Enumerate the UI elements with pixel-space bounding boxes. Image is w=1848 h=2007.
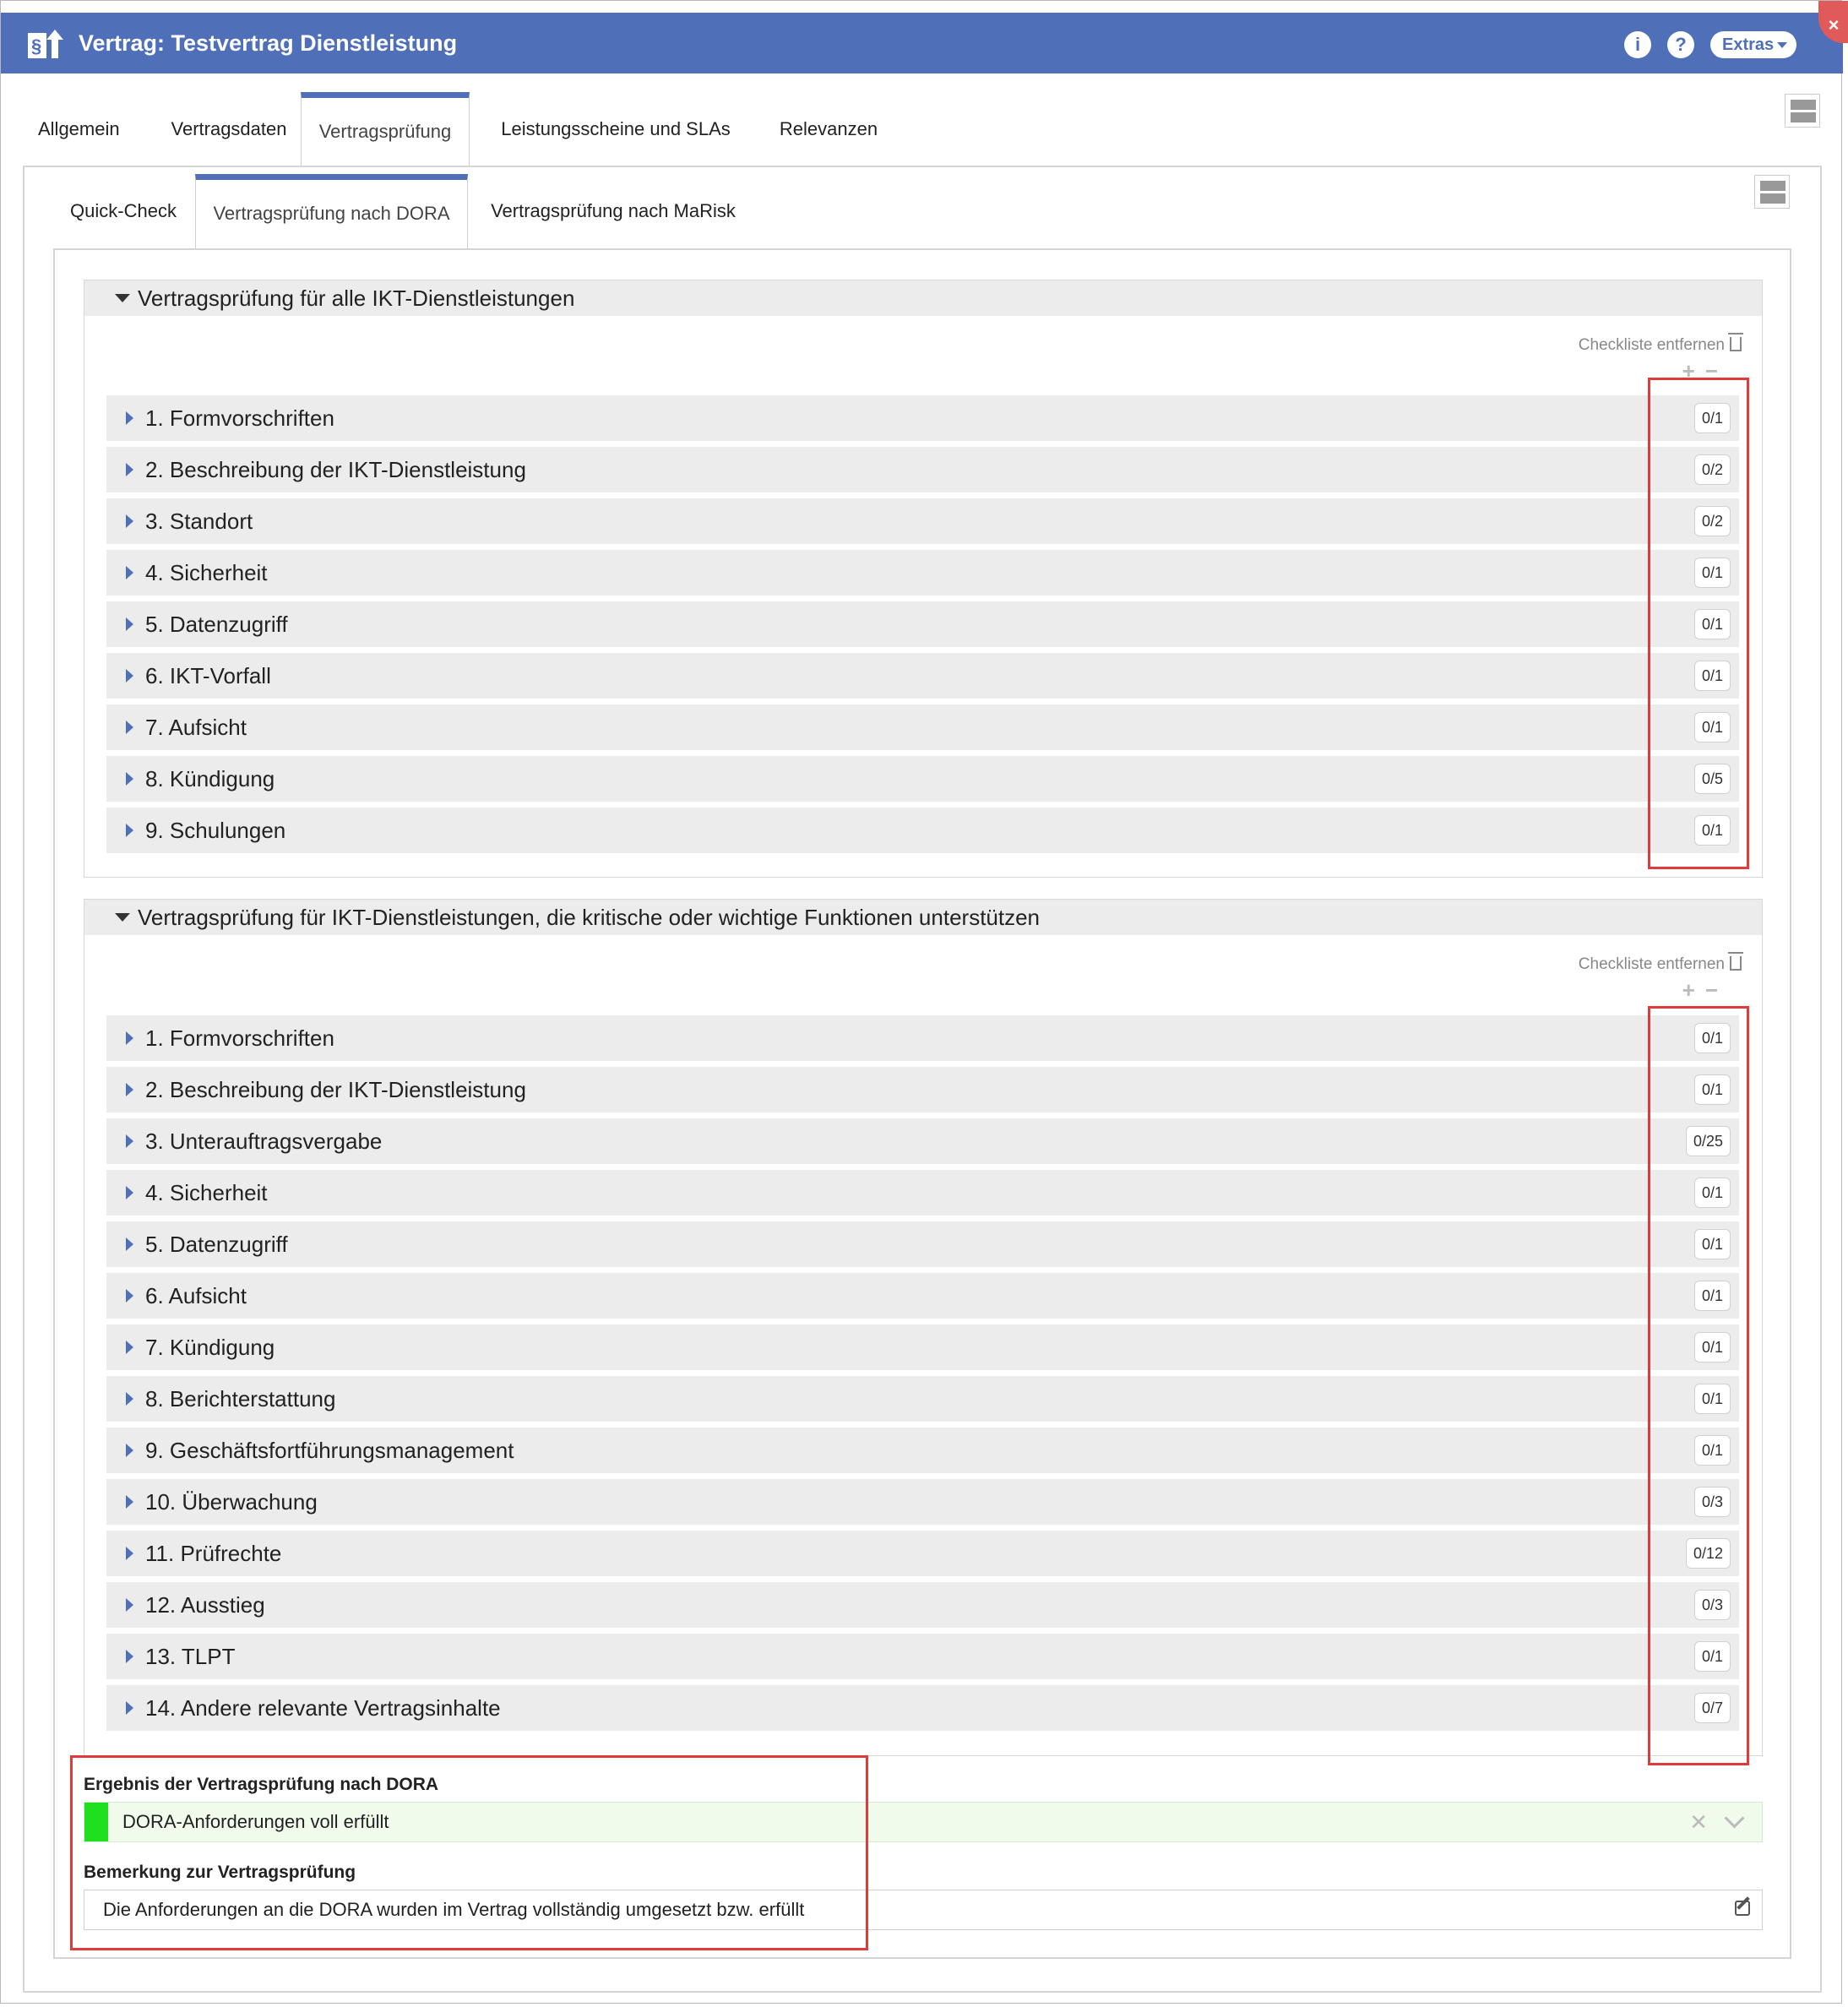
caret-right-icon	[126, 1237, 133, 1251]
checklist-row[interactable]	[106, 498, 1739, 544]
checklist-section-critical-ikt	[84, 899, 1763, 1756]
expand-all-icon[interactable]: +	[1682, 358, 1705, 383]
row-label: 7. Aufsicht	[145, 715, 247, 740]
row-label: 7. Kündigung	[145, 1335, 275, 1360]
checklist-row[interactable]	[106, 808, 1739, 853]
progress-badge: 0/1	[1694, 609, 1731, 639]
remove-checklist-label: Checkliste entfernen	[1578, 955, 1725, 973]
progress-badge: 0/1	[1694, 1074, 1731, 1105]
checklist-row[interactable]	[106, 1273, 1739, 1319]
caret-down-icon	[1777, 42, 1787, 48]
caret-right-icon	[126, 1392, 133, 1406]
extras-label: Extras	[1722, 35, 1775, 54]
caret-right-icon	[126, 463, 133, 476]
progress-badge: 0/3	[1694, 1590, 1731, 1620]
trash-icon	[1730, 337, 1742, 351]
progress-badge: 0/2	[1694, 506, 1731, 536]
caret-right-icon	[126, 411, 133, 425]
progress-badge: 0/5	[1694, 764, 1731, 794]
row-label: 1. Formvorschriften	[145, 405, 334, 431]
progress-badge: 0/1	[1694, 1641, 1731, 1672]
checklist-row[interactable]	[106, 1685, 1739, 1731]
title-bar	[1, 13, 1843, 73]
remark-value: Die Anforderungen an die DORA wurden im Vertrag vollständig umgesetzt bzw. erfüllt	[103, 1899, 805, 1920]
progress-badge: 0/12	[1686, 1538, 1731, 1569]
row-label: 5. Datenzugriff	[145, 612, 288, 637]
progress-badge: 0/1	[1694, 815, 1731, 846]
tab-vertragsdaten[interactable]: Vertragsdaten	[171, 118, 287, 139]
subtab-quick-check[interactable]: Quick-Check	[70, 200, 177, 221]
layout-toggle-button[interactable]	[1785, 94, 1820, 128]
result-label: Ergebnis der Vertragsprüfung nach DORA	[84, 1775, 439, 1794]
tab-vertragspruefung[interactable]: Vertragsprüfung	[301, 92, 470, 166]
expand-collapse-controls	[1682, 979, 1728, 1001]
progress-badge: 0/2	[1694, 454, 1731, 485]
row-label: 9. Schulungen	[145, 818, 286, 843]
tab-relevanzen[interactable]: Relevanzen	[779, 118, 878, 139]
sublayout-toggle-button[interactable]	[1754, 175, 1790, 209]
contract-app-icon	[26, 26, 67, 60]
progress-badge: 0/1	[1694, 558, 1731, 588]
progress-badge: 0/1	[1694, 1332, 1731, 1362]
chevron-down-icon[interactable]	[1724, 1808, 1744, 1828]
caret-right-icon	[126, 1598, 133, 1612]
row-label: 5. Datenzugriff	[145, 1232, 288, 1257]
row-label: 3. Standort	[145, 509, 253, 534]
checklist-row[interactable]	[106, 1479, 1739, 1525]
result-select[interactable]	[84, 1802, 1763, 1842]
caret-right-icon	[126, 721, 133, 734]
progress-badge: 0/1	[1694, 1178, 1731, 1208]
row-label: 1. Formvorschriften	[145, 1025, 334, 1051]
row-label: 14. Andere relevante Vertragsinhalte	[145, 1695, 501, 1721]
caret-right-icon	[126, 1650, 133, 1663]
checklist-row[interactable]	[106, 1531, 1739, 1576]
progress-badge: 0/1	[1694, 1281, 1731, 1311]
checklist-row[interactable]	[106, 395, 1739, 441]
help-button[interactable]: ?	[1667, 31, 1694, 58]
tab-leistungsscheine[interactable]: Leistungsscheine und SLAs	[501, 118, 731, 139]
caret-right-icon	[126, 1701, 133, 1715]
checklist-row[interactable]	[106, 653, 1739, 699]
progress-badge: 0/25	[1686, 1126, 1731, 1156]
row-label: 13. TLPT	[145, 1644, 236, 1669]
caret-right-icon	[126, 1547, 133, 1560]
progress-badge: 0/1	[1694, 1023, 1731, 1053]
collapse-all-icon[interactable]: −	[1704, 977, 1728, 1003]
remark-field[interactable]	[84, 1890, 1763, 1930]
checklist-section-all-ikt	[84, 280, 1763, 878]
checklist-row[interactable]	[106, 1118, 1739, 1164]
caret-down-icon	[115, 294, 130, 302]
result-value: DORA-Anforderungen voll erfüllt	[122, 1811, 389, 1832]
remove-checklist-label: Checkliste entfernen	[1578, 336, 1725, 354]
svg-text:§: §	[31, 35, 42, 57]
caret-right-icon	[126, 669, 133, 683]
checklist-row[interactable]	[106, 1015, 1739, 1061]
checklist-row[interactable]	[106, 550, 1739, 596]
checklist-row[interactable]	[106, 1634, 1739, 1679]
progress-badge: 0/3	[1694, 1487, 1731, 1517]
trash-icon	[1730, 956, 1742, 971]
progress-badge: 0/1	[1694, 1384, 1731, 1414]
tab-allgemein[interactable]: Allgemein	[38, 118, 120, 139]
checklist-row[interactable]	[106, 704, 1739, 750]
status-color-swatch	[84, 1803, 108, 1841]
remove-checklist-link[interactable]	[1579, 954, 1742, 976]
info-button[interactable]: i	[1624, 31, 1651, 58]
subtab-marisk[interactable]: Vertragsprüfung nach MaRisk	[491, 200, 736, 221]
caret-down-icon	[115, 913, 130, 922]
section-title: Vertragsprüfung für alle IKT-Dienstleistungen	[138, 286, 575, 311]
caret-right-icon	[126, 1341, 133, 1354]
window-title: Vertrag: Testvertrag Dienstleistung	[79, 30, 458, 56]
caret-right-icon	[126, 1444, 133, 1457]
checklist-row[interactable]	[106, 1582, 1739, 1628]
caret-right-icon	[126, 1495, 133, 1509]
subtab-dora[interactable]: Vertragsprüfung nach DORA	[195, 174, 468, 248]
row-label: 10. Überwachung	[145, 1489, 318, 1515]
row-label: 3. Unterauftragsvergabe	[145, 1129, 383, 1154]
row-label: 6. Aufsicht	[145, 1283, 247, 1308]
checklist-row[interactable]	[106, 1170, 1739, 1216]
checklist-row[interactable]	[106, 1067, 1739, 1112]
remark-label: Bemerkung zur Vertragsprüfung	[84, 1863, 356, 1882]
caret-right-icon	[126, 566, 133, 579]
caret-right-icon	[126, 514, 133, 528]
progress-badge: 0/1	[1694, 1435, 1731, 1466]
row-label: 12. Ausstieg	[145, 1592, 265, 1618]
caret-right-icon	[126, 824, 133, 837]
progress-badge: 0/7	[1694, 1693, 1731, 1723]
expand-collapse-controls	[1682, 360, 1728, 382]
section-header[interactable]	[84, 280, 1762, 316]
row-label: 4. Sicherheit	[145, 560, 268, 585]
progress-badge: 0/1	[1694, 403, 1731, 433]
row-label: 2. Beschreibung der IKT-Dienstleistung	[145, 457, 526, 482]
checklist-row[interactable]	[106, 1376, 1739, 1422]
row-label: 9. Geschäftsfortführungsmanagement	[145, 1438, 514, 1463]
progress-badge: 0/1	[1694, 1229, 1731, 1259]
section-header[interactable]	[84, 900, 1762, 935]
row-label: 8. Kündigung	[145, 766, 275, 791]
caret-right-icon	[126, 1134, 133, 1148]
caret-right-icon	[126, 1031, 133, 1045]
checklist-row[interactable]	[106, 756, 1739, 802]
extras-dropdown-button[interactable]	[1710, 31, 1796, 58]
row-label: 8. Berichterstattung	[145, 1386, 336, 1411]
row-label: 4. Sicherheit	[145, 1180, 268, 1205]
caret-right-icon	[126, 772, 133, 786]
row-label: 11. Prüfrechte	[145, 1541, 282, 1566]
section-title: Vertragsprüfung für IKT-Dienstleistungen, die kritische oder wichtige Funktionen unterstützen	[138, 905, 1041, 930]
row-label: 6. IKT-Vorfall	[145, 663, 271, 688]
clear-icon[interactable]: ✕	[1689, 1809, 1708, 1835]
row-label: 2. Beschreibung der IKT-Dienstleistung	[145, 1077, 526, 1102]
checklist-row[interactable]	[106, 1221, 1739, 1267]
progress-badge: 0/1	[1694, 661, 1731, 691]
caret-right-icon	[126, 617, 133, 631]
caret-right-icon	[126, 1083, 133, 1096]
checklist-row[interactable]	[106, 601, 1739, 647]
checklist-row[interactable]	[106, 1324, 1739, 1370]
expand-all-icon[interactable]: +	[1682, 977, 1705, 1003]
collapse-all-icon[interactable]: −	[1704, 358, 1728, 383]
remove-checklist-link[interactable]	[1579, 334, 1742, 356]
checklist-row[interactable]	[106, 447, 1739, 492]
edit-icon[interactable]	[1735, 1901, 1750, 1916]
checklist-row[interactable]	[106, 1428, 1739, 1473]
progress-badge: 0/1	[1694, 712, 1731, 742]
caret-right-icon	[126, 1186, 133, 1199]
close-button[interactable]: ×	[1818, 1, 1848, 43]
caret-right-icon	[126, 1289, 133, 1303]
